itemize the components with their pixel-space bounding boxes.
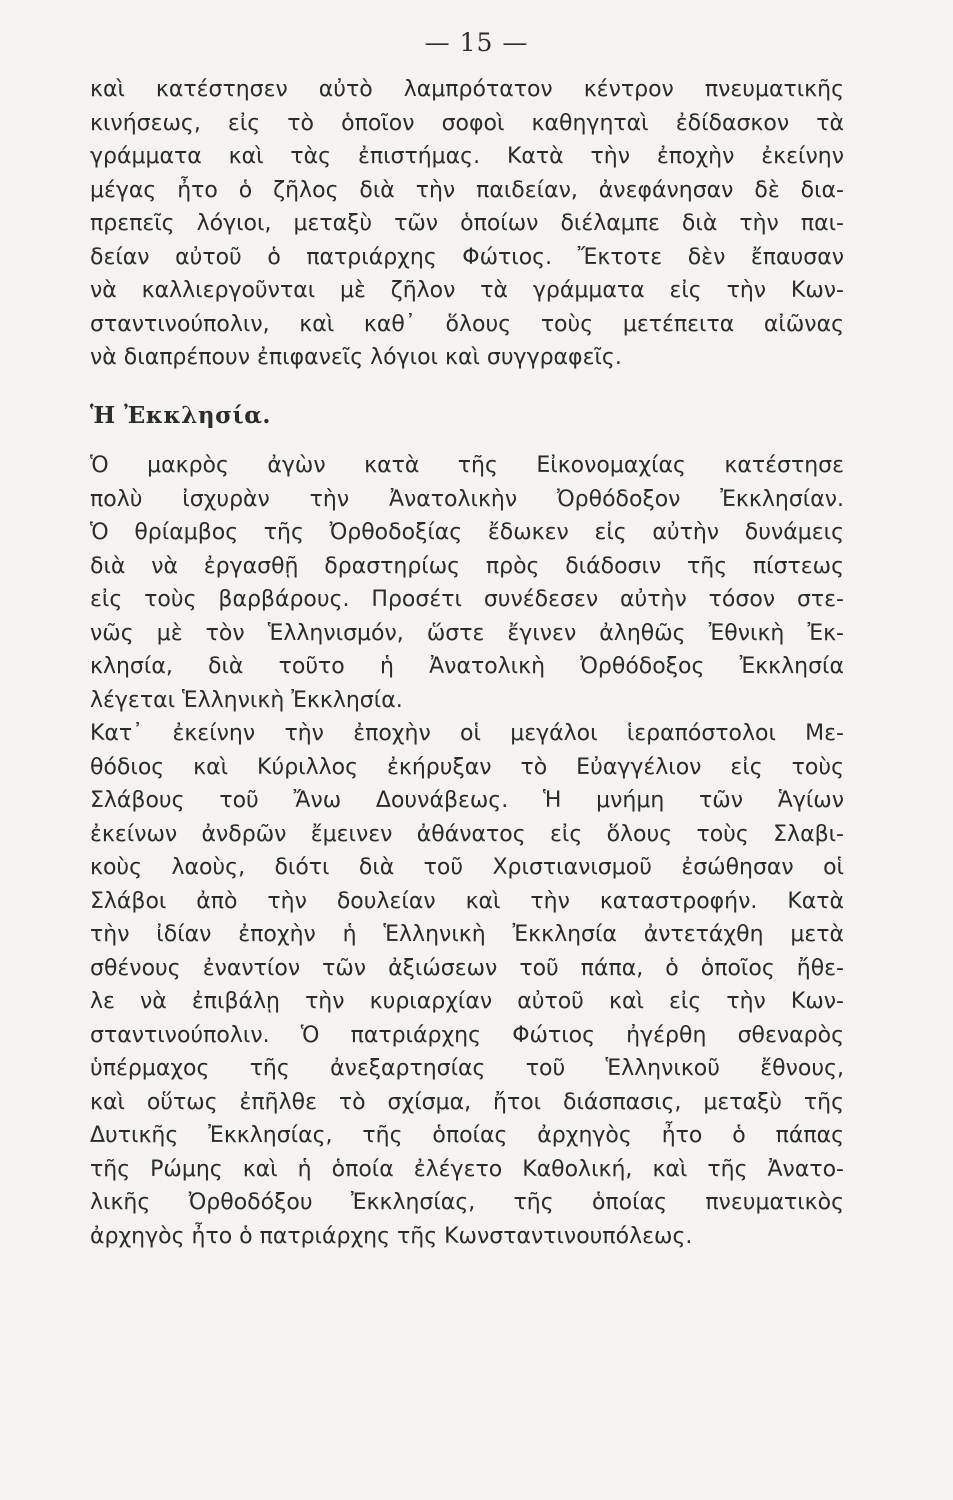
text-line: καὶ οὕτως ἐπῆλθε τὸ σχίσμα, ἤτοι διάσπασις, μεταξὺ τῆς	[90, 1089, 844, 1115]
text-line: Κατ᾽ ἐκείνην τὴν ἐποχὴν οἱ μεγάλοι ἱεραπόστολοι Με-	[90, 721, 844, 746]
text-line: διὰ νὰ ἐργασθῇ δραστηρίως πρὸς διάδοσιν τῆς πίστεως	[90, 553, 844, 579]
text-line: τὴν ἰδίαν ἐποχὴν ἡ Ἑλληνικὴ Ἐκκλησία ἀντετάχθη μετὰ	[90, 922, 844, 947]
intro-paragraph	[90, 73, 844, 375]
text-line: σταντινούπολιν, καὶ καθ᾽ ὅλους τοὺς μετέπειτα αἰῶνας	[90, 311, 844, 337]
text-line: κινήσεως, εἰς τὸ ὁποῖον σοφοὶ καθηγηταὶ ἐδίδασκον τὰ	[90, 110, 844, 136]
text-line: λε νὰ ἐπιβάλῃ τὴν κυριαρχίαν αὐτοῦ καὶ εἰς τὴν Κων-	[90, 989, 844, 1014]
text-line: Δυτικῆς Ἐκκλησίας, τῆς ὁποίας ἀρχηγὸς ἦτο ὁ πάπας	[90, 1123, 844, 1148]
text-line: τῆς Ρώμης καὶ ἡ ὁποία ἐλέγετο Καθολική, καὶ τῆς Ἀνατο-	[90, 1156, 844, 1182]
text-line: ὑπέρμαχος τῆς ἀνεξαρτησίας τοῦ Ἑλληνικοῦ ἔθνους,	[90, 1056, 844, 1081]
text-line: εἰς τοὺς βαρβάρους. Προσέτι συνέδεσεν αὐτὴν τόσον στε-	[90, 587, 844, 612]
text-line: νῶς μὲ τὸν Ἑλληνισμόν, ὥστε ἔγινεν ἀληθῶς Ἐθνικὴ Ἐκ-	[90, 620, 844, 646]
text-line: νὰ καλλιεργοῦνται μὲ ζῆλον τὰ γράμματα εἰς τὴν Κων-	[90, 278, 844, 303]
text-line: μέγας ἦτο ὁ ζῆλος διὰ τὴν παιδείαν, ἀνεφάνησαν δὲ δια-	[90, 177, 844, 203]
text-line: Σλάβοι ἀπὸ τὴν δουλείαν καὶ τὴν καταστροφήν. Κατὰ	[90, 888, 844, 914]
section-heading: Ἡ Ἐκκλησία.	[90, 402, 271, 429]
text-line: Σλάβους τοῦ Ἄνω Δουνάβεως. Ἡ μνήμη τῶν Ἁγίων	[90, 788, 844, 813]
text-line: κοὺς λαοὺς, διότι διὰ τοῦ Χριστιανισμοῦ ἐσώθησαν οἱ	[90, 855, 844, 880]
church-section-text	[90, 449, 844, 1253]
text-line: καὶ κατέστησεν αὐτὸ λαμπρότατον κέντρον πνευματικῆς	[90, 77, 844, 102]
text-line: πρεπεῖς λόγιοι, μεταξὺ τῶν ὁποίων διέλαμπε διὰ τὴν παι-	[90, 211, 844, 236]
text-line: θόδιος καὶ Κύριλλος ἐκήρυξαν τὸ Εὐαγγέλιον εἰς τοὺς	[90, 754, 844, 780]
text-line: λέγεται Ἑλληνικὴ Ἐκκλησία.	[90, 687, 403, 713]
text-line: γράμματα καὶ τὰς ἐπιστήμας. Κατὰ τὴν ἐποχὴν ἐκείνην	[90, 144, 844, 169]
page-number: — 15 —	[424, 28, 529, 57]
text-line: σταντινούπολιν. Ὁ πατριάρχης Φώτιος ἠγέρθη σθεναρὸς	[90, 1022, 844, 1048]
text-line: δείαν αὐτοῦ ὁ πατριάρχης Φώτιος. Ἔκτοτε δὲν ἔπαυσαν	[90, 244, 844, 270]
text-line: ἐκείνων ἀνδρῶν ἔμεινεν ἀθάνατος εἰς ὅλους τοὺς Σλαβι-	[90, 821, 844, 847]
text-line: Ὁ μακρὸς ἀγὼν κατὰ τῆς Εἰκονομαχίας κατέστησε	[90, 453, 844, 478]
text-line: ἀρχηγὸς ἦτο ὁ πατριάρχης τῆς Κωνσταντινουπόλεως.	[90, 1223, 693, 1249]
text-line: σθένους ἐναντίον τῶν ἀξιώσεων τοῦ πάπα, ὁ ὁποῖος ἤθε-	[90, 955, 844, 981]
text-line: κλησία, διὰ τοῦτο ἡ Ἀνατολικὴ Ὀρθόδοξος Ἐκκλησία	[90, 654, 844, 679]
text-line: νὰ διαπρέπουν ἐπιφανεῖς λόγιοι καὶ συγγραφεῖς.	[90, 345, 622, 370]
text-line: πολὺ ἰσχυρὰν τὴν Ἀνατολικὴν Ὀρθόδοξον Ἐκκλησίαν.	[90, 486, 844, 512]
text-line: λικῆς Ὀρθοδόξου Ἐκκλησίας, τῆς ὁποίας πνευματικὸς	[90, 1190, 844, 1215]
text-line: Ὁ θρίαμβος τῆς Ὀρθοδοξίας ἔδωκεν εἰς αὐτὴν δυνάμεις	[90, 520, 844, 545]
